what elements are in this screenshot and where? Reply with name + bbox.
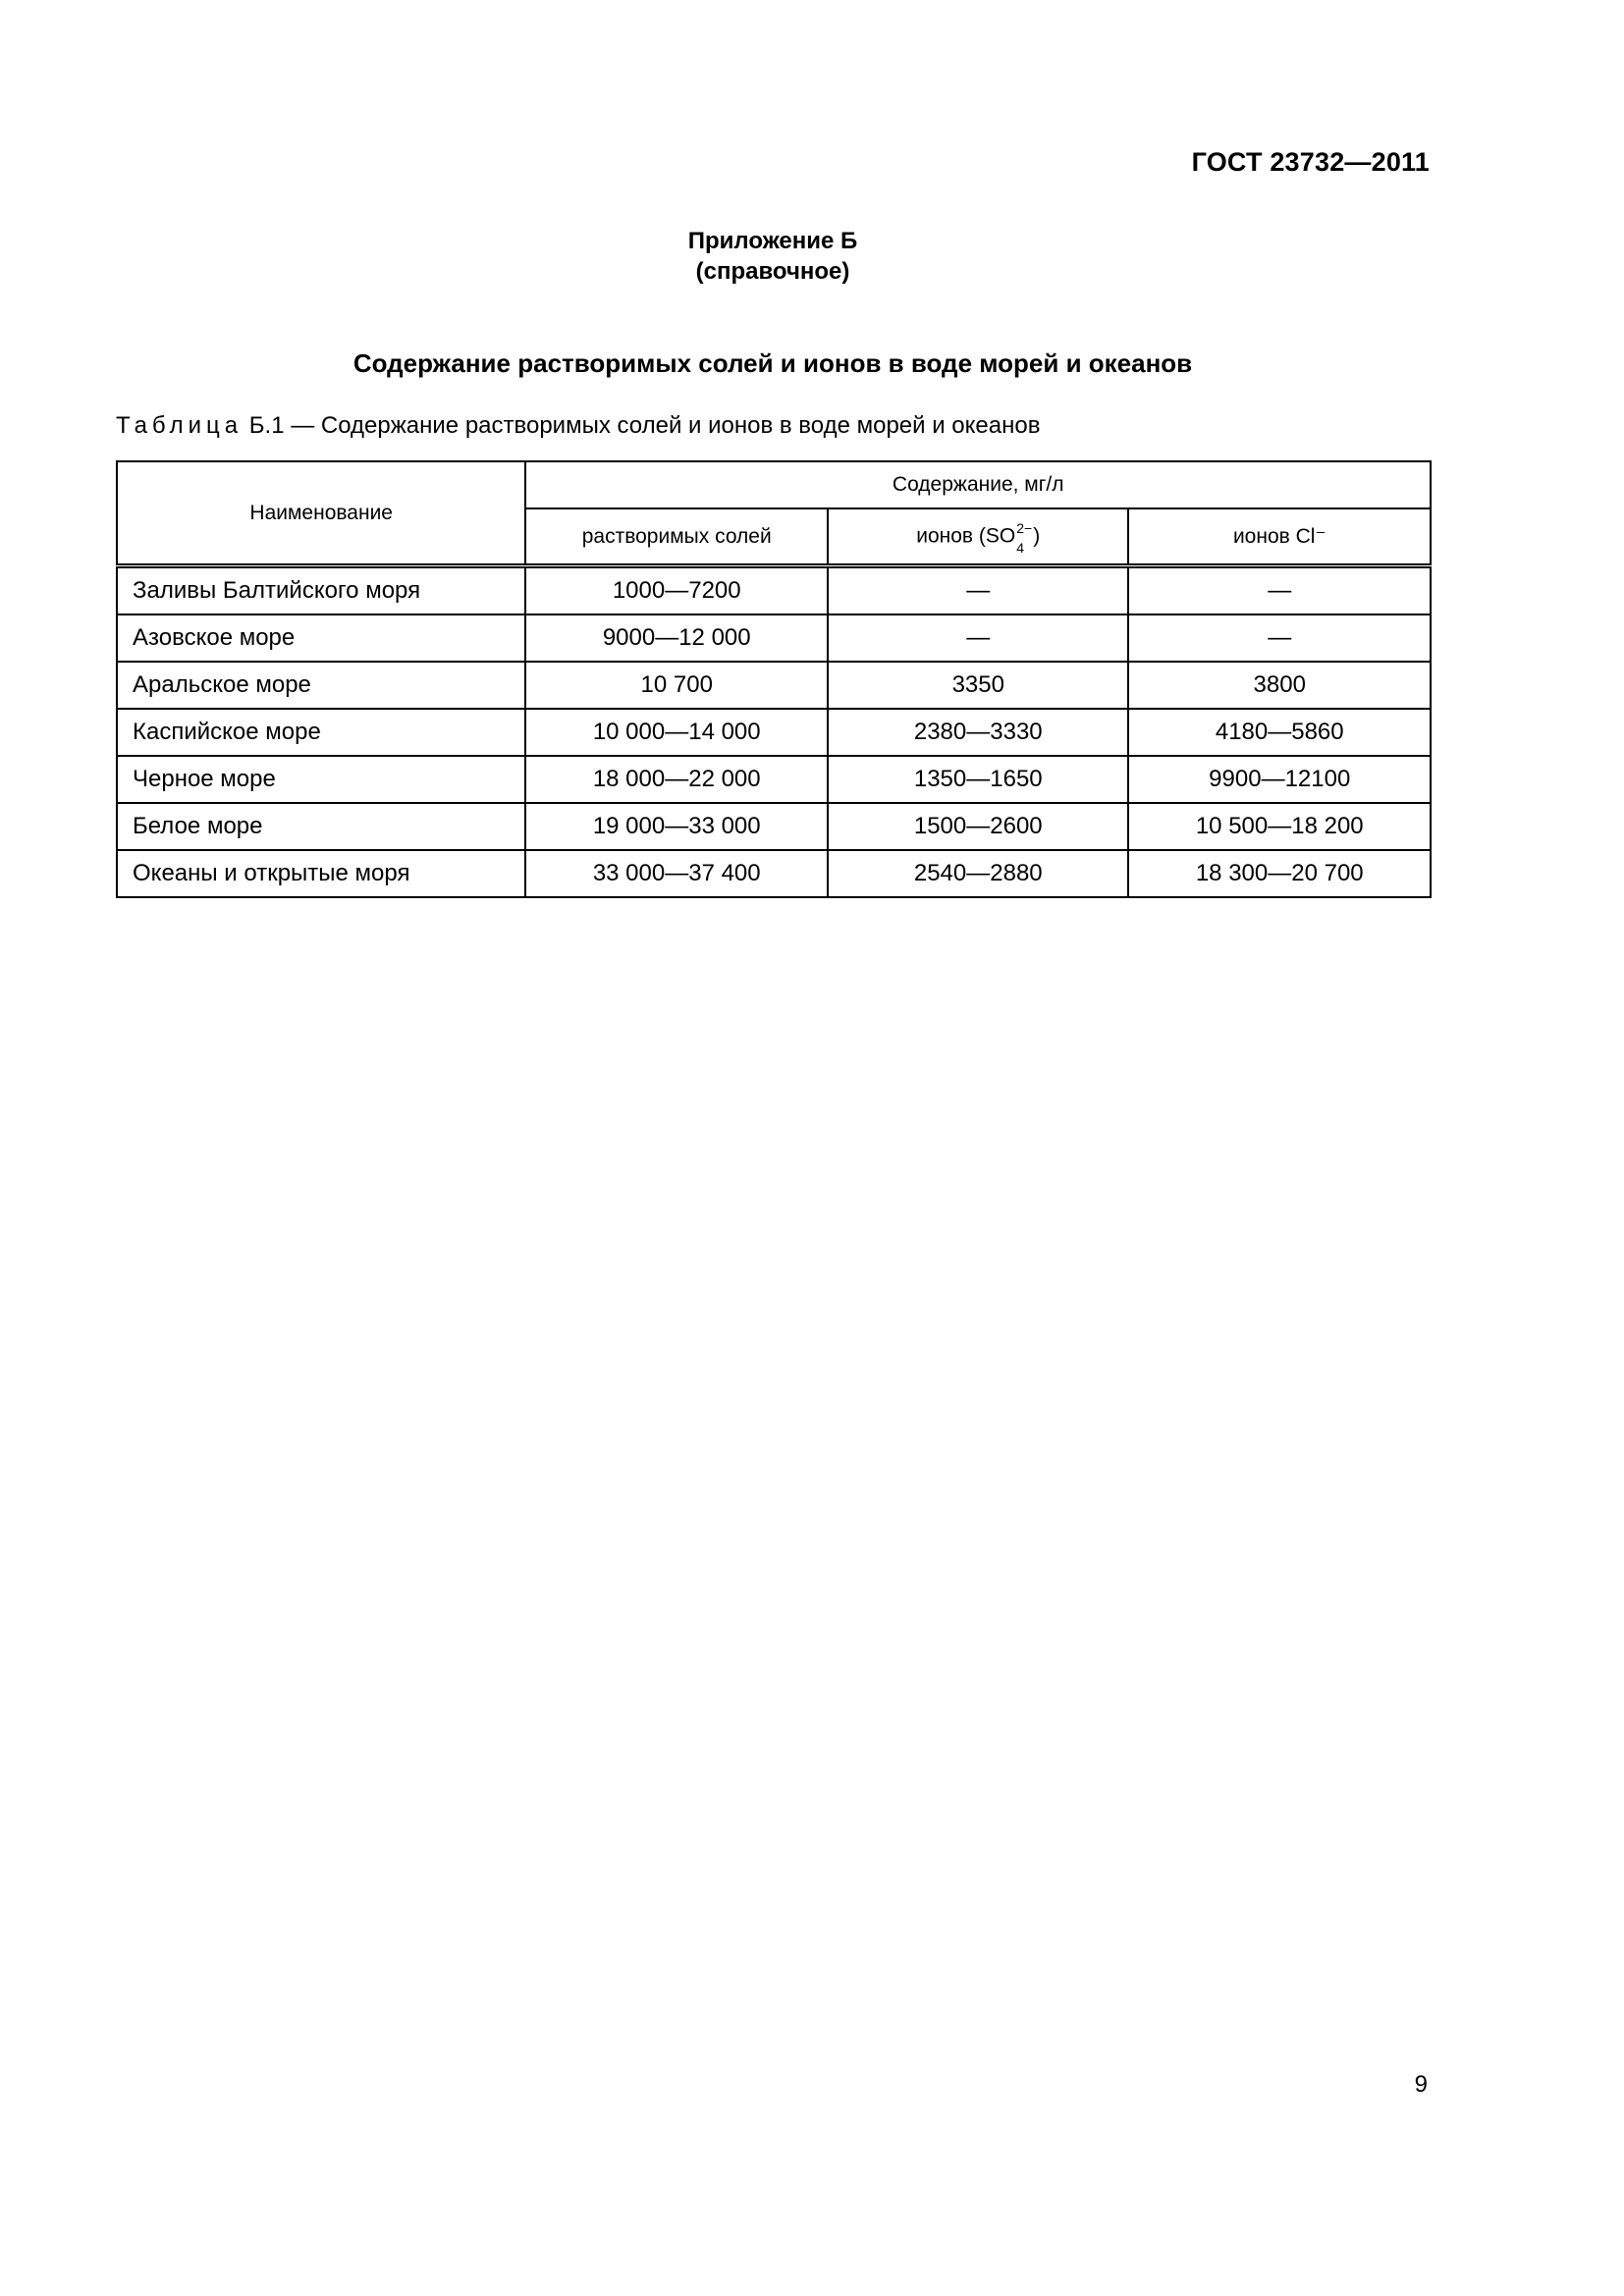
table-row	[117, 803, 1431, 850]
row-sulfate-cell: —	[828, 566, 1128, 615]
row-chloride-cell: 18 300—20 700	[1128, 850, 1431, 897]
row-salts-cell: 10 700	[525, 662, 828, 709]
document-id: ГОСТ 23732—2011	[1191, 147, 1430, 177]
row-chloride-cell: 9900—12100	[1128, 756, 1431, 803]
sulfate-charge: 2−	[1016, 519, 1033, 536]
table-header-row	[117, 461, 1431, 508]
table-row	[117, 756, 1431, 803]
row-salts-cell: 33 000—37 400	[525, 850, 828, 897]
row-sulfate-cell: 2380—3330	[828, 709, 1128, 756]
table-body	[117, 566, 1431, 898]
sulfate-formula: SO	[985, 524, 1016, 548]
table-row	[117, 709, 1431, 756]
row-salts-cell: 19 000—33 000	[525, 803, 828, 850]
table-caption-text: Б.1 — Содержание растворимых солей и ионов в воде морей и океанов	[248, 412, 1041, 439]
row-chloride-cell: 3800	[1128, 662, 1431, 709]
row-name-cell: Азовское море	[117, 614, 525, 662]
row-sulfate-cell: 2540—2880	[828, 850, 1128, 897]
sulfate-index: 4	[1016, 539, 1025, 556]
row-sulfate-cell: 1350—1650	[828, 756, 1128, 803]
row-sulfate-cell: 1500—2600	[828, 803, 1128, 850]
table-caption-label: Таблица	[116, 412, 244, 439]
row-sulfate-cell: —	[828, 614, 1128, 662]
page-number: 9	[1414, 2071, 1428, 2098]
row-sulfate-cell: 3350	[828, 662, 1128, 709]
row-name-cell: Аральское море	[117, 662, 525, 709]
table-row	[117, 566, 1431, 615]
appendix-heading	[0, 226, 1545, 287]
table-row	[117, 662, 1431, 709]
sulfate-prefix: ионов	[916, 524, 974, 548]
row-salts-cell: 18 000—22 000	[525, 756, 828, 803]
header-sulfate-ions: ионов (SO 2− 4 )	[828, 508, 1128, 566]
row-chloride-cell: 10 500—18 200	[1128, 803, 1431, 850]
row-name-cell: Океаны и открытые моря	[117, 850, 525, 897]
row-name-cell: Черное море	[117, 756, 525, 803]
sulfate-indices	[1015, 519, 1033, 556]
appendix-title: Приложение Б	[687, 228, 858, 254]
row-chloride-cell: 4180—5860	[1128, 709, 1431, 756]
row-name-cell: Белое море	[117, 803, 525, 850]
row-chloride-cell: —	[1128, 614, 1431, 662]
appendix-subtitle: (справочное)	[695, 258, 850, 285]
row-chloride-cell: —	[1128, 566, 1431, 615]
header-chloride-ions: ионов Cl⁻	[1128, 508, 1431, 566]
header-soluble-salts: растворимых солей	[525, 508, 828, 566]
header-name: Наименование	[117, 461, 525, 566]
row-salts-cell: 9000—12 000	[525, 614, 828, 662]
row-salts-cell: 10 000—14 000	[525, 709, 828, 756]
header-content-group: Содержание, мг/л	[525, 461, 1431, 508]
section-title: Содержание растворимых солей и ионов в воде морей и океанов	[352, 348, 1193, 378]
salts-ions-table	[116, 460, 1432, 898]
table-caption	[116, 412, 1040, 440]
table-row	[117, 850, 1431, 897]
row-name-cell: Заливы Балтийского моря	[117, 566, 525, 615]
row-name-cell: Каспийское море	[117, 709, 525, 756]
row-salts-cell: 1000—7200	[525, 566, 828, 615]
table-row	[117, 614, 1431, 662]
